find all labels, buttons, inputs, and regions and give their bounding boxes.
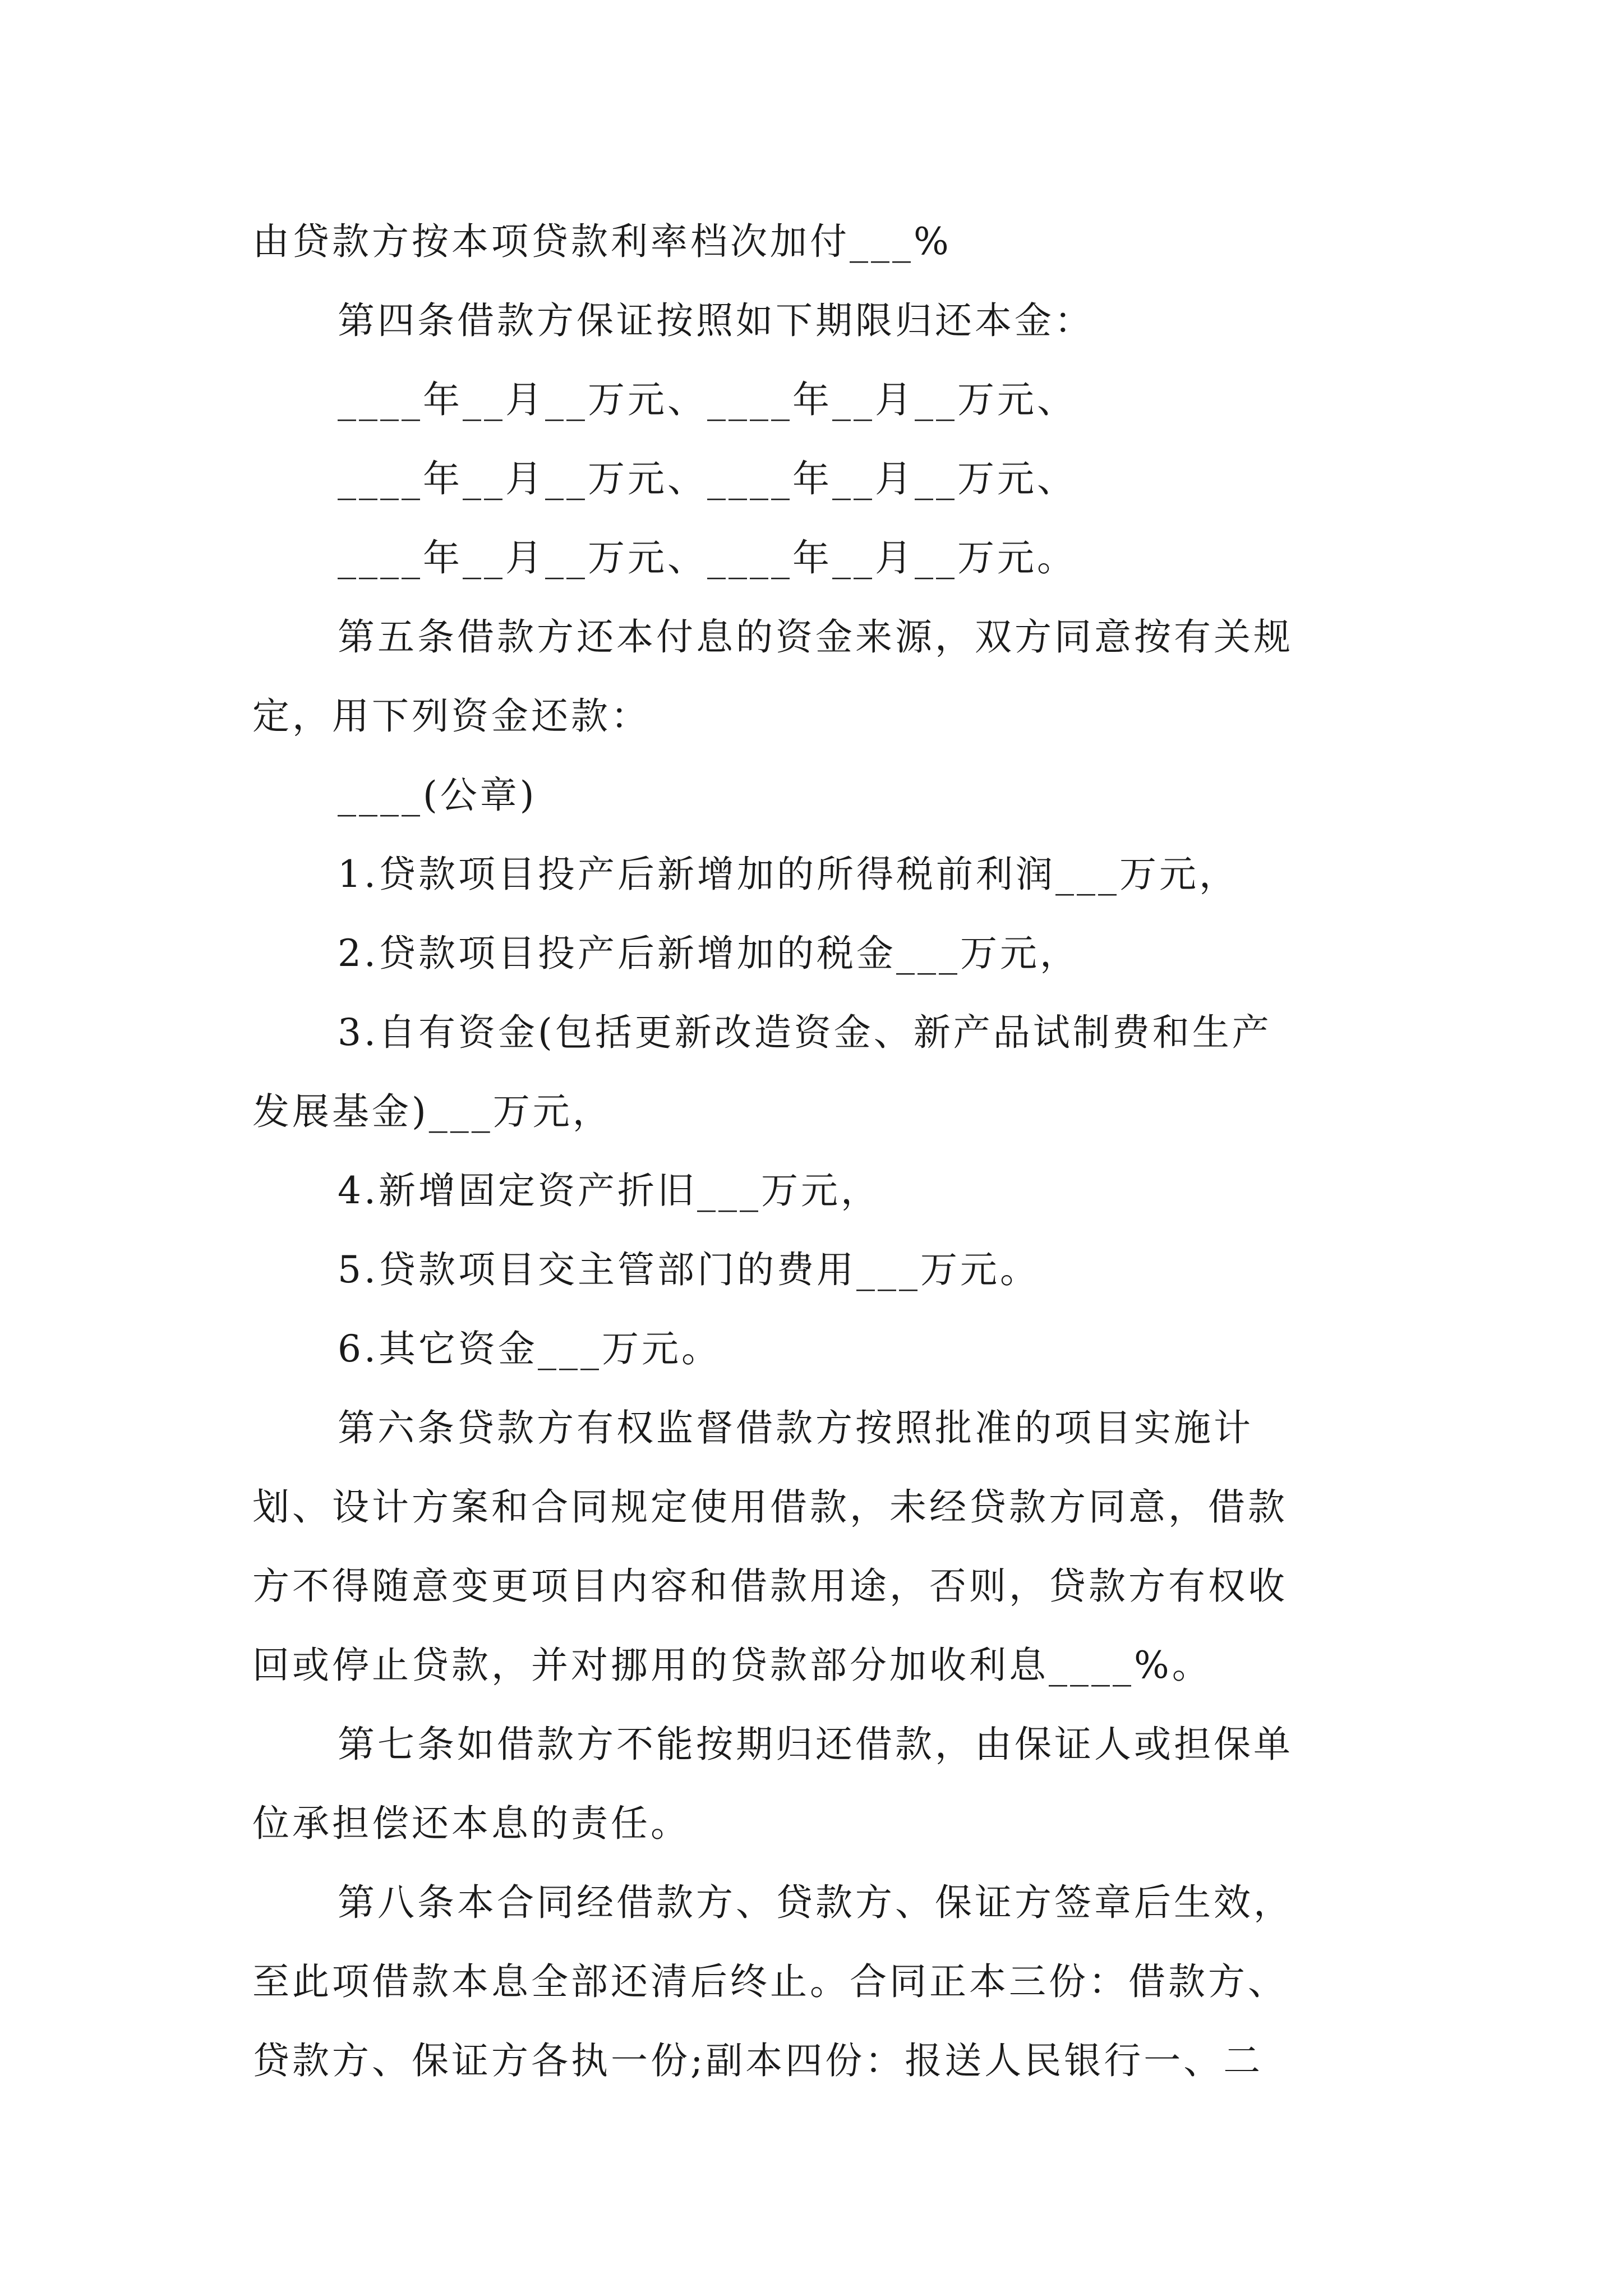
text-line-23: 至此项借款本息全部还清后终止。合同正本三份：借款方、 <box>252 1960 1288 2003</box>
text-line-18: 方不得随意变更项目内容和借款用途，否则，贷款方有权收 <box>252 1565 1288 1608</box>
document-body <box>252 202 1402 2100</box>
text-line-15: 6.其它资金___万元。 <box>338 1327 721 1370</box>
text-line-4: ____年__月__万元、____年__月__万元、 <box>338 457 1077 500</box>
text-line-24: 贷款方、保证方各执一份;副本四份：报送人民银行一、二 <box>252 2039 1264 2082</box>
text-line-7: 定，用下列资金还款： <box>252 694 651 738</box>
text-line-10: 2.贷款项目投产后新增加的税金___万元， <box>338 932 1080 975</box>
text-line-12: 发展基金)___万元， <box>252 1090 612 1133</box>
text-line-20: 第七条如借款方不能按期归还借款，由保证人或担保单 <box>338 1723 1293 1766</box>
text-line-5: ____年__月__万元、____年__月__万元。 <box>338 536 1077 579</box>
text-line-16: 第六条贷款方有权监督借款方按照批准的项目实施计 <box>338 1406 1253 1450</box>
text-line-17: 划、设计方案和合同规定使用借款，未经贷款方同意，借款 <box>252 1485 1288 1529</box>
text-line-8: ____(公章) <box>338 774 537 817</box>
text-line-11: 3.自有资金(包括更新改造资金、新产品试制费和生产 <box>338 1011 1272 1054</box>
text-line-9: 1.贷款项目投产后新增加的所得税前利润___万元， <box>338 853 1239 896</box>
text-line-2: 第四条借款方保证按照如下期限归还本金： <box>338 299 1094 342</box>
text-line-14: 5.贷款项目交主管部门的费用___万元。 <box>338 1248 1040 1291</box>
text-line-3: ____年__月__万元、____年__月__万元、 <box>338 378 1077 421</box>
text-line-21: 位承担偿还本息的责任。 <box>252 1802 690 1845</box>
text-line-22: 第八条本合同经借款方、贷款方、保证方签章后生效， <box>338 1881 1293 1924</box>
text-line-1: 由贷款方按本项贷款利率档次加付___% <box>252 220 952 263</box>
text-line-19: 回或停止贷款，并对挪用的贷款部分加收利息____%。 <box>252 1644 1212 1687</box>
text-line-13: 4.新增固定资产折旧___万元， <box>338 1169 880 1212</box>
text-line-6: 第五条借款方还本付息的资金来源，双方同意按有关规 <box>338 615 1293 659</box>
